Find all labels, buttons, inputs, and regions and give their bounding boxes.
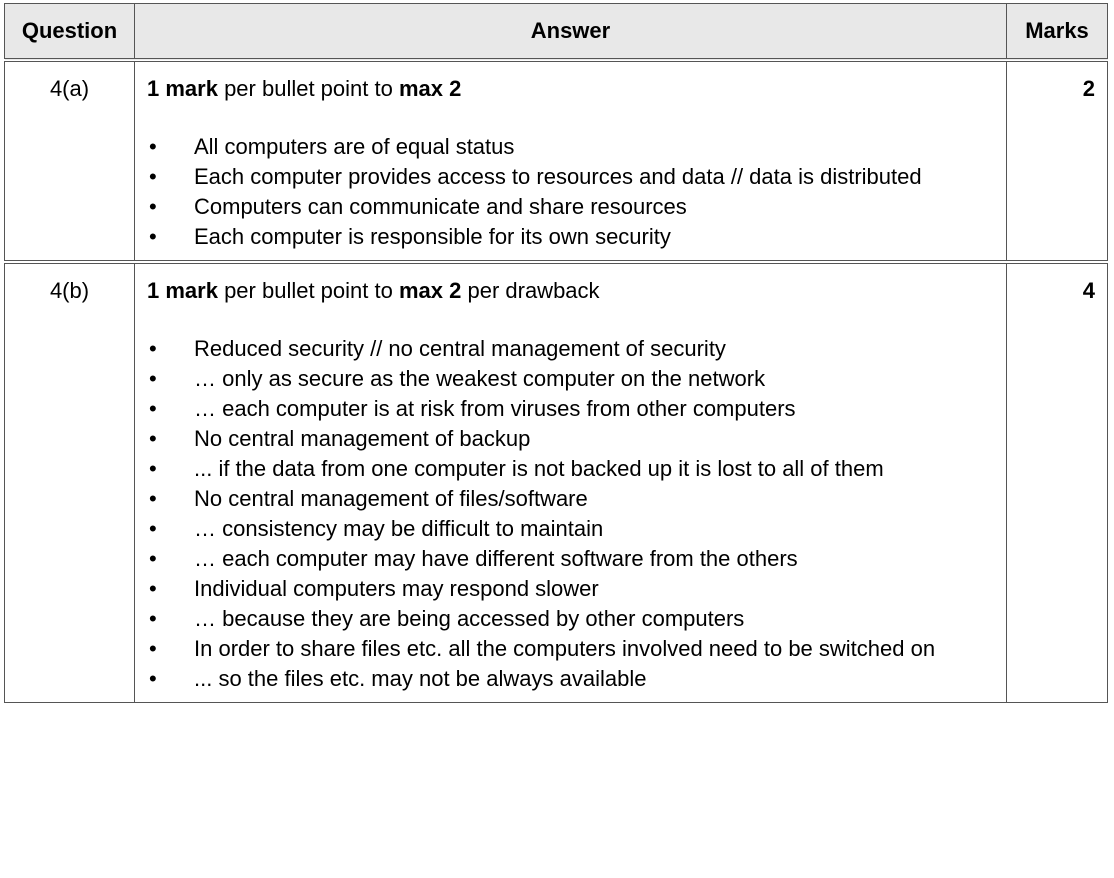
bullet-icon: • (149, 516, 157, 541)
bullet-group (147, 334, 992, 424)
list-item (147, 162, 992, 192)
list-item (147, 514, 992, 544)
bullet-text: No central management of files/software (194, 486, 588, 511)
table-row-4a (5, 60, 1108, 262)
instruction-bold: 1 mark (147, 76, 218, 101)
header-marks: Marks (1007, 4, 1108, 61)
marks-value: 4 (1007, 262, 1108, 703)
marking-instruction (147, 276, 992, 306)
bullet-text: … because they are being accessed by other computers (194, 606, 745, 631)
question-number: 4(a) (5, 60, 135, 262)
bullet-icon: • (149, 194, 157, 219)
bullet-group (147, 634, 992, 694)
answer-bullets (147, 334, 992, 694)
list-item (147, 634, 992, 664)
bullet-icon: • (149, 396, 157, 421)
list-item (147, 192, 992, 222)
bullet-icon: • (149, 426, 157, 451)
header-answer: Answer (135, 4, 1007, 61)
bullet-group (147, 424, 992, 484)
bullet-text: Computers can communicate and share resources (194, 194, 687, 219)
list-item (147, 664, 992, 694)
list-item (147, 424, 992, 454)
question-number: 4(b) (5, 262, 135, 703)
instruction-text: per drawback (461, 278, 600, 303)
list-item (147, 364, 992, 394)
bullet-icon: • (149, 366, 157, 391)
bullet-group (147, 484, 992, 574)
bullet-text: … each computer may have different software from the others (194, 546, 798, 571)
answer-bullets (147, 132, 992, 252)
instruction-bold: 1 mark (147, 278, 218, 303)
list-item (147, 222, 992, 252)
bullet-icon: • (149, 666, 157, 691)
bullet-text: Individual computers may respond slower (194, 576, 599, 601)
list-item (147, 574, 992, 604)
header-question: Question (5, 4, 135, 61)
header-row (5, 4, 1108, 61)
list-item (147, 334, 992, 364)
bullet-icon: • (149, 456, 157, 481)
bullet-text: Each computer provides access to resources and data // data is distributed (194, 164, 922, 189)
list-item (147, 484, 992, 514)
instruction-text: per bullet point to (217, 76, 399, 101)
table-row-4b (5, 262, 1108, 703)
bullet-text: ... if the data from one computer is not backed up it is lost to all of them (194, 456, 884, 481)
bullet-text: ... so the files etc. may not be always available (194, 666, 647, 691)
mark-scheme-table (4, 3, 1108, 703)
marks-value: 2 (1007, 60, 1108, 262)
bullet-text: All computers are of equal status (194, 134, 515, 159)
bullet-icon: • (149, 224, 157, 249)
instruction-bold: max 2 (398, 76, 462, 101)
marking-instruction (147, 74, 992, 104)
bullet-text: … consistency may be difficult to maintain (194, 516, 604, 541)
bullet-group (147, 132, 992, 252)
bullet-text: … each computer is at risk from viruses from other computers (194, 396, 796, 421)
list-item (147, 604, 992, 634)
answer-cell (135, 60, 1007, 262)
bullet-icon: • (149, 134, 157, 159)
bullet-group (147, 574, 992, 634)
list-item (147, 454, 992, 484)
list-item (147, 394, 992, 424)
list-item (147, 544, 992, 574)
bullet-text: No central management of backup (194, 426, 531, 451)
instruction-bold: max 2 (398, 278, 462, 303)
bullet-text: Each computer is responsible for its own security (194, 224, 671, 249)
bullet-text: Reduced security // no central management of security (194, 336, 726, 361)
bullet-icon: • (149, 576, 157, 601)
bullet-icon: • (149, 636, 157, 661)
bullet-text: In order to share files etc. all the computers involved need to be switched on (194, 636, 936, 661)
bullet-icon: • (149, 486, 157, 511)
list-item (147, 132, 992, 162)
bullet-icon: • (149, 336, 157, 361)
answer-cell (135, 262, 1007, 703)
bullet-icon: • (149, 164, 157, 189)
bullet-icon: • (149, 606, 157, 631)
bullet-text: … only as secure as the weakest computer on the network (194, 366, 766, 391)
bullet-icon: • (149, 546, 157, 571)
instruction-text: per bullet point to (217, 278, 399, 303)
